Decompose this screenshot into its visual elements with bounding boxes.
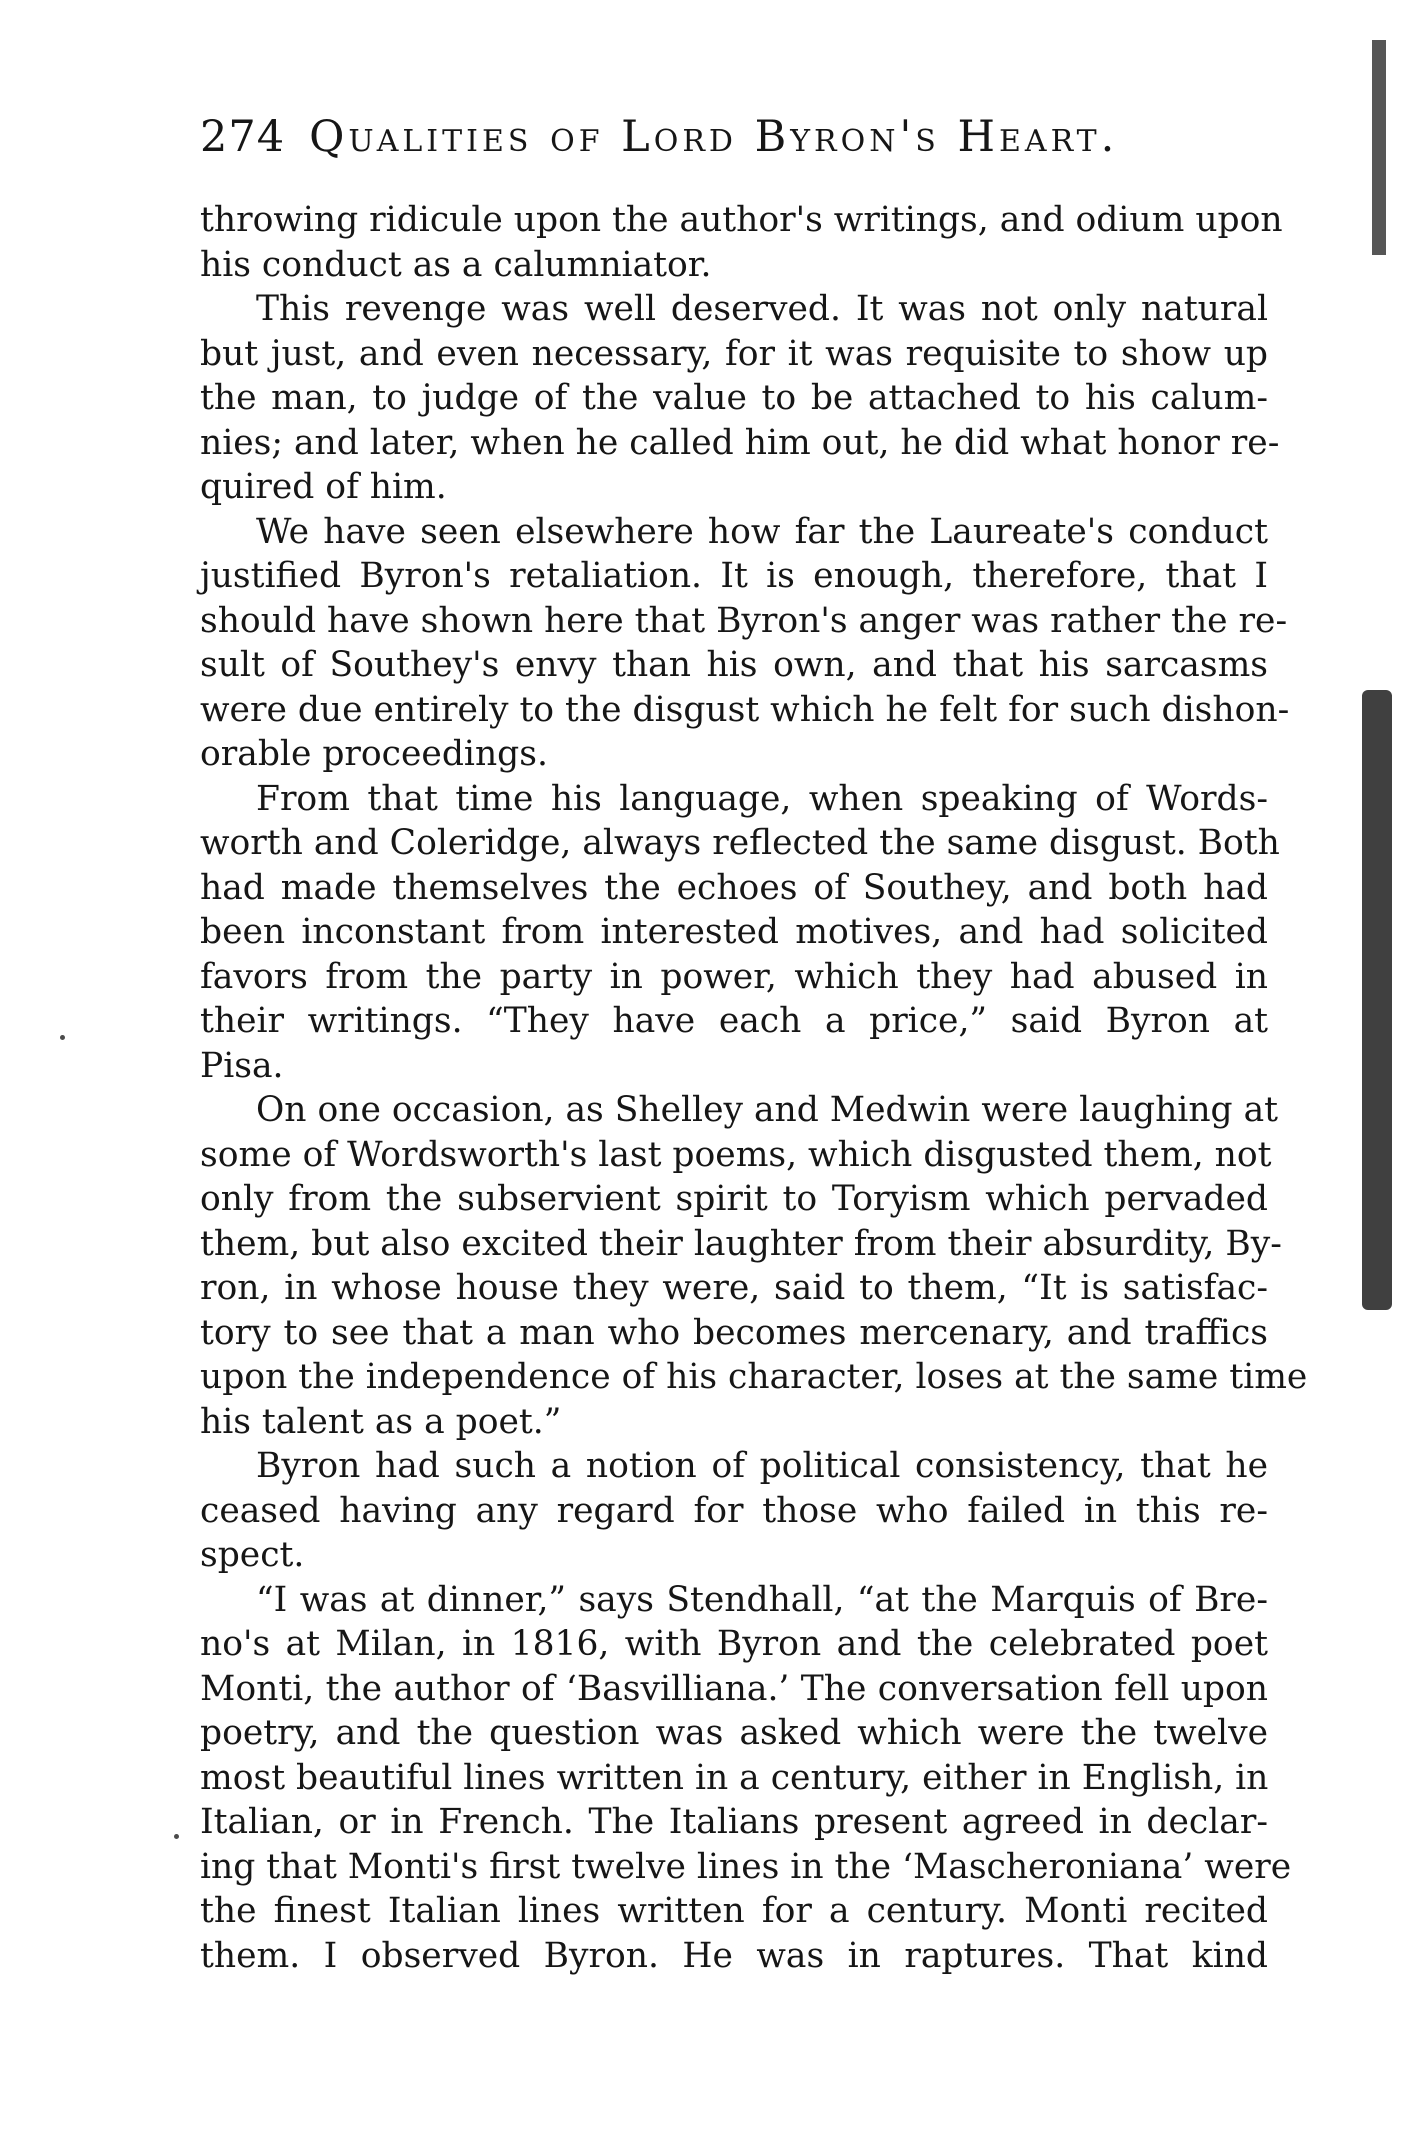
text-line: poetry, and the question was asked which were the twelve: [200, 1713, 1268, 1753]
text-line: his talent as a poet.”: [200, 1401, 562, 1442]
text-line: From that time his language, when speaking of Words-: [256, 778, 1268, 819]
text-line: ceased having any regard for those who failed in this re-: [200, 1490, 1268, 1531]
text-line: quired of him.: [200, 467, 447, 507]
text-line: upon the independence of his character, loses at the same time: [200, 1357, 1308, 1397]
text-line: some of Wordsworth's last poems, which disgusted them, not: [200, 1134, 1272, 1175]
text-line: tory to see that a man who becomes mercenary, and traffics: [200, 1312, 1268, 1353]
text-line: favors from the party in power, which they had abused in: [200, 956, 1268, 997]
text-line: This revenge was well deserved. It was not only natural: [256, 289, 1268, 329]
text-line: his conduct as a calumniator.: [200, 244, 712, 285]
text-line: justified Byron's retaliation. It is enough, therefore, that I: [200, 556, 1268, 596]
text-line: Pisa.: [200, 1045, 284, 1086]
text-line: had made themselves the echoes of Southey, and both had: [200, 867, 1268, 908]
scan-dot: [174, 1834, 179, 1839]
text-line: On one occasion, as Shelley and Medwin were laughing at: [256, 1090, 1279, 1130]
text-line: worth and Coleridge, always reflected the same disgust. Both: [200, 823, 1280, 863]
scan-dot: [60, 1035, 65, 1040]
text-line: should have shown here that Byron's anger was rather the re-: [200, 600, 1288, 641]
text-line: ron, in whose house they were, said to them, “It is satisfac-: [200, 1268, 1268, 1308]
text-line: the finest Italian lines written for a century. Monti recited: [200, 1891, 1268, 1931]
scan-smudge-top: [1372, 40, 1386, 255]
text-line: Monti, the author of ‘Basvilliana.’ The conversation fell upon: [200, 1668, 1268, 1709]
text-line: were due entirely to the disgust which he felt for such dishon-: [200, 689, 1290, 730]
text-line: Byron had such a notion of political consistency, that he: [256, 1446, 1268, 1486]
text-line: no's at Milan, in 1816, with Byron and the celebrated poet: [200, 1624, 1268, 1664]
text-line: ing that Monti's first twelve lines in the ‘Mascheroniana’ were: [200, 1846, 1292, 1887]
text-line: them, but also excited their laughter from their absurdity, By-: [200, 1223, 1282, 1264]
text-line: nies; and later, when he called him out, he did what honor re-: [200, 422, 1280, 463]
text-line: the man, to judge of the value to be attached to his calum-: [200, 378, 1268, 418]
chapter-title: Qualities of Lord Byron's Heart.: [309, 112, 1119, 162]
text-line: throwing ridicule upon the author's writings, and odium upon: [200, 200, 1283, 240]
text-line: them. I observed Byron. He was in raptures. That kind: [200, 1935, 1268, 1976]
body-text: [200, 198, 1308, 1978]
page-number: 274: [200, 112, 286, 162]
text-line: Italian, or in French. The Italians present agreed in declar-: [200, 1802, 1268, 1842]
text-line: sult of Southey's envy than his own, and that his sarcasms: [200, 645, 1268, 685]
text-line: “I was at dinner,” says Stendhall, “at the Marquis of Bre-: [256, 1579, 1268, 1620]
text-line: We have seen elsewhere how far the Laureate's conduct: [256, 511, 1268, 552]
text-line: been inconstant from interested motives, and had solicited: [200, 912, 1268, 952]
text-line: but just, and even necessary, for it was requisite to show up: [200, 333, 1268, 374]
scan-smudge-middle: [1362, 690, 1392, 1310]
running-head: [200, 112, 1270, 162]
text-line: spect.: [200, 1535, 305, 1575]
text-line: orable proceedings.: [200, 734, 548, 774]
text-line: their writings. “They have each a price,” said Byron at: [200, 1001, 1268, 1041]
text-line: only from the subservient spirit to Toryism which pervaded: [200, 1179, 1268, 1219]
text-line: most beautiful lines written in a century, either in English, in: [200, 1757, 1269, 1798]
